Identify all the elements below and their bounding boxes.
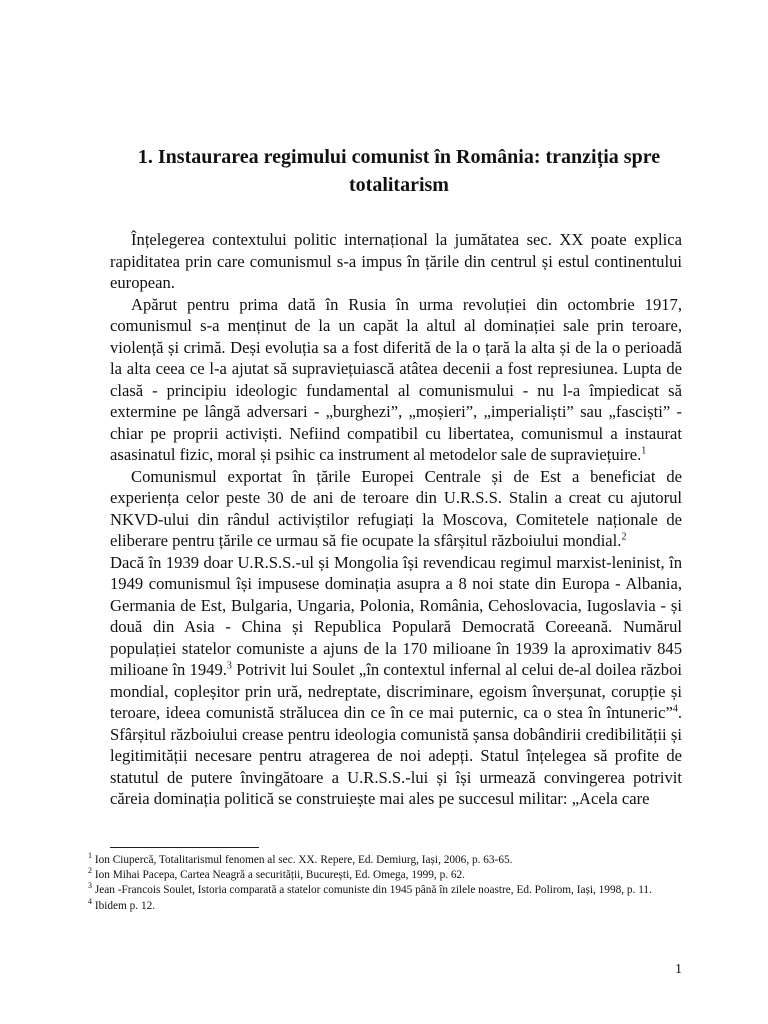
body-text: [110, 229, 682, 810]
page-number: 1: [675, 962, 682, 977]
footnote-separator: [110, 847, 259, 848]
footnote-ref-2: 2: [621, 531, 627, 543]
paragraph-4-text-3: . Sfârșitul războiului crease pentru ideologia comunistă șansa dobândirii credibilității și legitimității necesare pentru atragerea de noi adepți. Statul înțelegea să profite de statutul de putere învingătoare a U.R.S.S.-lui și își urmează convingerea potrivit căreia dominația politică se construiește mai ales pe succesul militar: „Acela care: [110, 703, 682, 808]
paragraph-2: [110, 294, 682, 466]
footnote-ref-1: 1: [641, 445, 647, 457]
footnotes: [88, 853, 682, 914]
footnote-number: 4: [88, 896, 92, 906]
footnote-2: [88, 868, 682, 883]
footnote-text: Ion Ciupercă, Totalitarismul fenomen al sec. XX. Repere, Ed. Demiurg, Iași, 2006, p. 63-65.: [92, 854, 513, 866]
paragraph-4-text-2: Potrivit lui Soulet „în contextul infernal al celui de-al doilea război mondial, copleșitor prin ură, nedreptate, discriminare, egoism înverșunat, corupție și teroare, ideea comunistă strălucea din ce în ce mai puternic, ca o stea în întuneric”: [110, 660, 682, 722]
footnote-text: Ibidem p. 12.: [92, 899, 156, 912]
footnote-3: [88, 883, 682, 898]
paragraph-3: [110, 466, 682, 552]
footnote-number: 3: [88, 881, 92, 891]
footnote-number: 1: [88, 851, 92, 861]
footnote-4: [88, 896, 682, 914]
paragraph-1: [110, 229, 682, 294]
footnote-text: Ion Mihai Pacepa, Cartea Neagră a securității, București, Ed. Omega, 1999, p. 62.: [92, 869, 465, 882]
footnote-ref-4: 4: [672, 703, 678, 715]
footnote-text: Jean -Francois Soulet, Istoria comparată a statelor comuniste din 1945 până în zilele noastre, Ed. Polirom, Iași, 1998, p. 11.: [92, 884, 652, 897]
footnote-number: 2: [88, 866, 92, 876]
footnote-1: [88, 853, 682, 868]
paragraph-1-text: Înțelegerea contextului politic internațional la jumătatea sec. XX poate explica rapiditatea prin care comunismul s-a impus în țările din centrul și estul continentului european.: [110, 230, 682, 292]
paragraph-4-text-1: Dacă în 1939 doar U.R.S.S.-ul și Mongolia își revendicau regimul marxist-leninist, în 1949 comunismul își impusese dominația asupra a 8 noi state din Europa - Albania, Germania de Est, Bulgaria, Ungaria, Polonia, România, Cehoslovacia, Iugoslavia - și două din Asia - China și Republica Populară Democrată Coreeană. Numărul populației statelor comuniste a ajuns de la 170 milioane în 1939 la aproximativ 845 milioane în 1949.: [110, 552, 682, 679]
paragraph-3-text: Comunismul exportat în țările Europei Centrale și de Est a beneficiat de experiența celor peste 30 de ani de teroare din U.R.S.S. Stalin a creat cu ajutorul NKVD-ului din rândul activiștilor refugiați la Moscova, Comitetele naționale de eliberare pentru țările ce urmau să fie ocupate la sfârșitul războiului mondial.: [110, 466, 682, 550]
paragraph-2-text: Apărut pentru prima dată în Rusia în urma revoluției din octombrie 1917, comunismul s-a menținut de la un capăt la altul al dominației sale prin teroare, violență și crimă. Deși evoluția sa a fost diferită de la o țară la alta și de la o perioadă la alta ceea ce l-a ajutat să supraviețuiască atâtea decenii a fost represiunea. Lupta de clasă - principiu ideologic fundamental al comunismului - nu l-a împiedicat să extermine pe lângă adversari - „burghezi”, „moșieri”, „imperialiști” sau „fasciști” - chiar pe proprii activiști. Nefiind compatibil cu libertatea, comunismul a instaurat asasinatul fizic, moral și psihic ca instrument al metodelor sale de supraviețuire.: [110, 294, 682, 464]
paragraph-4: [110, 552, 682, 810]
page-title: 1. Instaurarea regimului comunist în România: tranziția spre totalitarism: [137, 146, 661, 196]
footnote-ref-3: 3: [226, 660, 232, 672]
